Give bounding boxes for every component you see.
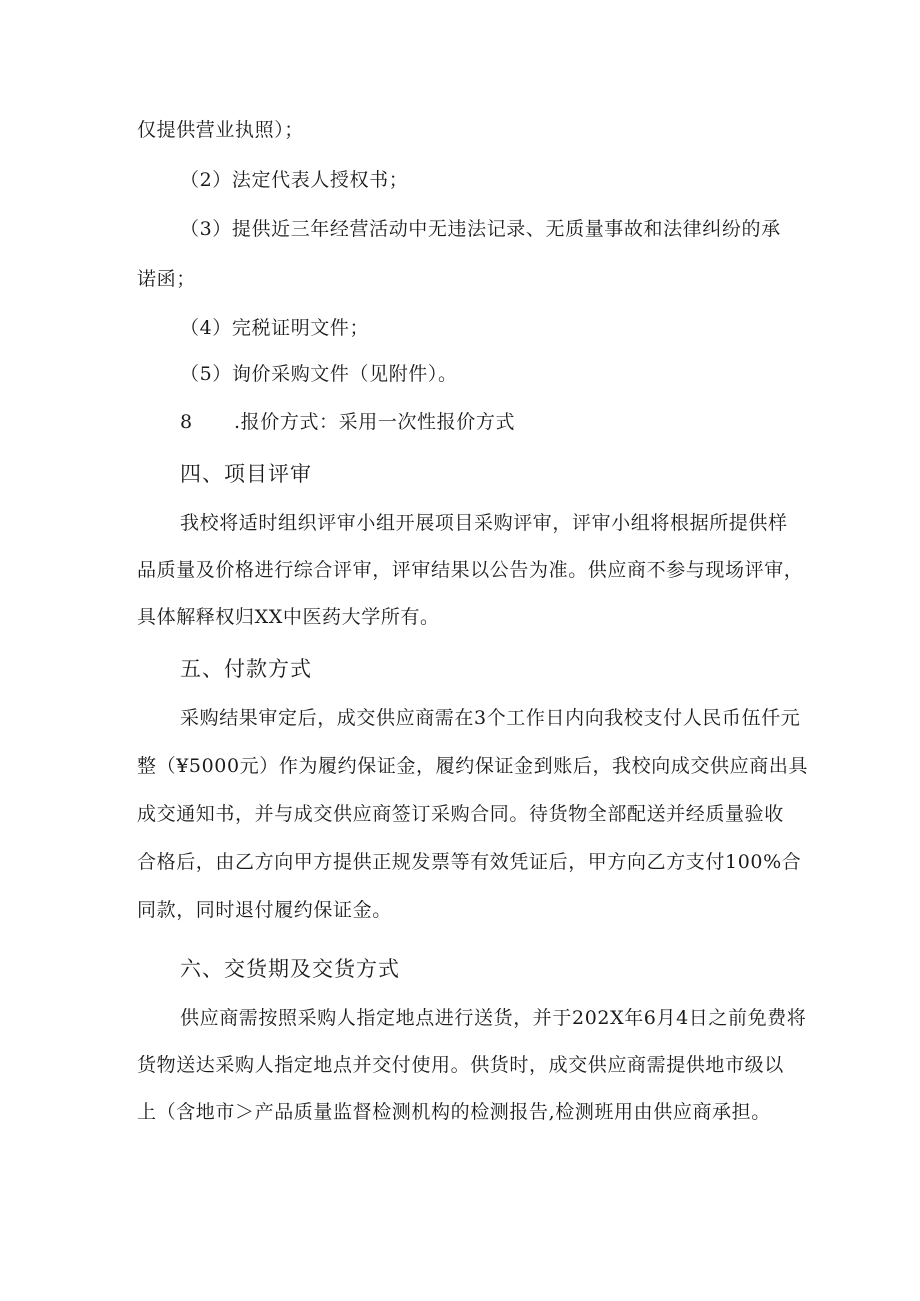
- payment-paragraph-line-3: 成交通知书，并与成交供应商签订采购合同。待货物全部配送并经质量验收: [137, 803, 784, 825]
- section-heading-review: 四、项目评审: [180, 462, 312, 486]
- requirement-item-5: （5）询价采购文件（见附件）。: [180, 363, 458, 385]
- review-paragraph-line-2: 品质量及价格进行综合评审，评审结果以公告为准。供应商不参与现场评审，: [137, 559, 804, 581]
- requirement-line-1-continued: 仅提供营业执照）；: [137, 119, 304, 141]
- requirement-item-3-continued: 诺函；: [137, 268, 196, 290]
- quote-method-text: .报价方式：采用一次性报价方式: [234, 411, 516, 433]
- payment-paragraph-line-4: 合格后，由乙方向甲方提供正规发票等有效凭证后，甲方向乙方支付100%合: [137, 851, 802, 873]
- requirement-item-3: （3）提供近三年经营活动中无违法记录、无质量事故和法律纠纷的承: [180, 218, 781, 240]
- requirement-item-2: （2）法定代表人授权书；: [180, 169, 409, 191]
- requirement-item-4: （4）完税证明文件；: [180, 317, 370, 339]
- review-paragraph-line-1: 我校将适时组织评审小组开展项目采购评审，评审小组将根据所提供样: [180, 512, 788, 534]
- payment-paragraph-line-5: 同款，同时退付履约保证金。: [137, 899, 392, 921]
- payment-paragraph-line-2: 整（¥5000元）作为履约保证金，履约保证金到账后，我校向成交供应商出具: [137, 755, 809, 777]
- quote-method-number: 8: [180, 411, 193, 433]
- delivery-paragraph-line-2: 货物送达采购人指定地点并交付使用。供货时，成交供应商需提供地市级以: [137, 1054, 784, 1076]
- review-paragraph-line-3: 具体解释权归XX中医药大学所有。: [137, 606, 440, 628]
- payment-paragraph-line-1: 采购结果审定后，成交供应商需在3个工作日内向我校支付人民币伍仟元: [180, 707, 801, 729]
- delivery-paragraph-line-1: 供应商需按照采购人指定地点进行送货，并于202X年6月4日之前免费将: [180, 1007, 807, 1029]
- section-heading-payment: 五、付款方式: [180, 657, 312, 681]
- section-heading-delivery: 六、交货期及交货方式: [180, 957, 400, 981]
- delivery-paragraph-line-3: 上（含地市＞产品质量监督检测机构的检测报告,检测班用由供应商承担。: [137, 1101, 771, 1123]
